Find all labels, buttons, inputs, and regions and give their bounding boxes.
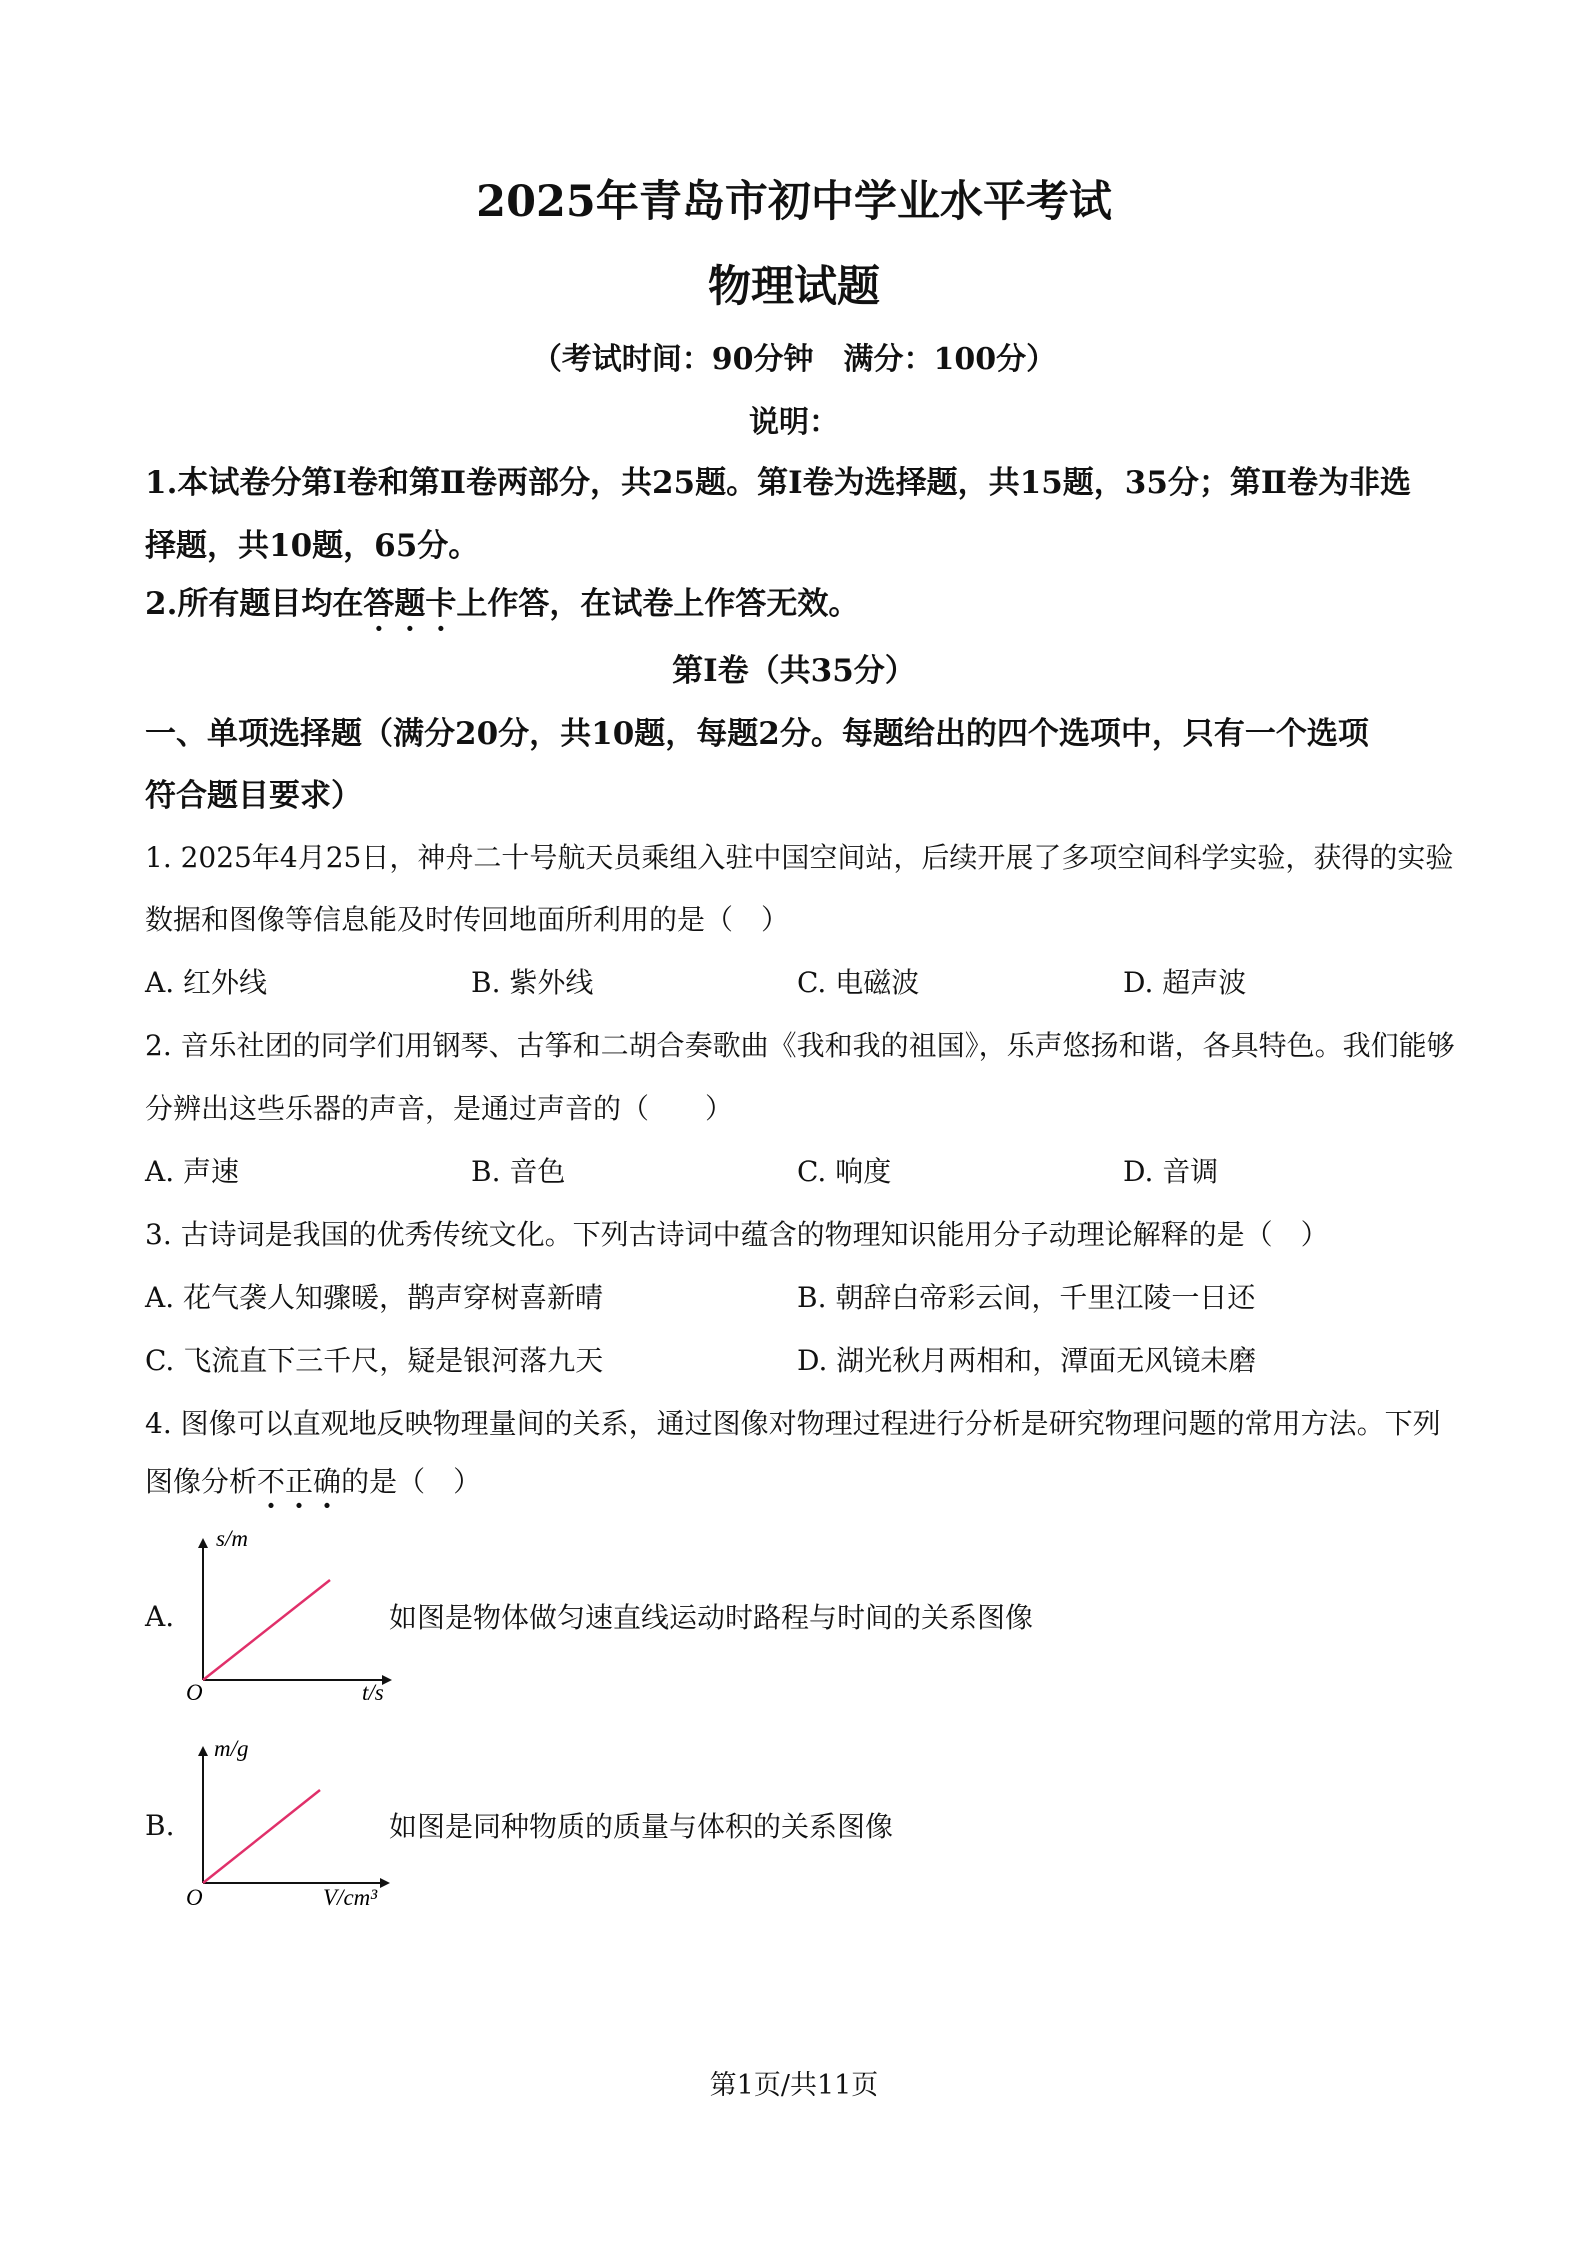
section-heading-line-1: 一、单项选择题（满分20分，共10题，每题2分。每题给出的四个选项中，只有一个选项 (145, 716, 1369, 752)
question-4-line-2: 图像分析不正确的是（ ） (145, 1465, 482, 1498)
exam-title: 2025年青岛市初中学业水平考试 (476, 177, 1112, 227)
question-1-line-2: 数据和图像等信息能及时传回地面所利用的是（ ） (145, 903, 790, 936)
q4-option-b-letter: B. (145, 1809, 175, 1842)
question-3-line-1: 3. 古诗词是我国的优秀传统文化。下列古诗词中蕴含的物理知识能用分子动理论解释的是（ ） (145, 1218, 1329, 1251)
q2-option-a: A. 声速 (145, 1155, 240, 1188)
q1-option-b: B. 紫外线 (471, 966, 594, 999)
section-heading-line-2: 符合题目要求） (145, 778, 362, 814)
q1-option-d: D. 超声波 (1123, 966, 1247, 999)
instruction-line-2: 择题，共10题，65分。 (145, 528, 480, 564)
instruction-line-1: 1.本试卷分第Ⅰ卷和第Ⅱ卷两部分，共25题。第Ⅰ卷为选择题，共15题，35分；第Ⅱ卷为非选 (145, 465, 1412, 501)
question-2-line-2: 分辨出这些乐器的声音，是通过声音的（ ） (145, 1092, 734, 1125)
q4-option-b-graph (180, 1730, 410, 1915)
subject-title: 物理试题 (708, 262, 880, 312)
q3-option-a: A. 花气袭人知骤暖，鹊声穿树喜新晴 (145, 1281, 604, 1314)
question-4-line-1: 4. 图像可以直观地反映物理量间的关系，通过图像对物理过程进行分析是研究物理问题的常用方法。下列 (145, 1407, 1441, 1440)
distance-time-line (203, 1580, 330, 1680)
q4-option-a-graph (180, 1520, 410, 1700)
q4-option-a-letter: A. (145, 1600, 175, 1633)
origin-label: O (186, 1680, 203, 1700)
q1-option-c: C. 电磁波 (797, 966, 920, 999)
y-axis-arrow (198, 1538, 208, 1548)
page-number: 第1页/共11页 (709, 2070, 879, 2101)
q2-option-b: B. 音色 (471, 1155, 566, 1188)
y-axis-arrow (198, 1746, 208, 1756)
q2-option-d: D. 音调 (1123, 1155, 1219, 1188)
q3-option-d: D. 湖光秋月两相和，潭面无风镜未磨 (797, 1344, 1257, 1377)
instruction-line-3: 2.所有题目均在答题卡上作答，在试卷上作答无效。 (145, 586, 860, 622)
y-axis-label: s/m (216, 1526, 248, 1551)
q4-option-a-text: 如图是物体做匀速直线运动时路程与时间的关系图像 (389, 1601, 1034, 1634)
mass-volume-line (203, 1790, 320, 1883)
q3-option-b: B. 朝辞白帝彩云间，千里江陵一日还 (797, 1281, 1256, 1314)
x-axis-label: V/cm³ (323, 1885, 378, 1910)
origin-label: O (186, 1885, 203, 1910)
exam-meta: （考试时间：90分钟 满分：100分） (531, 342, 1057, 377)
question-1-line-1: 1. 2025年4月25日，神舟二十号航天员乘组入驻中国空间站，后续开展了多项空间科学实验，获得的实验 (145, 841, 1454, 874)
x-axis-label: t/s (362, 1680, 384, 1700)
x-axis-arrow (380, 1878, 390, 1888)
q1-option-a: A. 红外线 (145, 966, 268, 999)
q2-option-c: C. 响度 (797, 1155, 892, 1188)
q3-option-c: C. 飞流直下三千尺，疑是银河落九天 (145, 1344, 604, 1377)
y-axis-label: m/g (214, 1736, 249, 1761)
q4-option-b-text: 如图是同种物质的质量与体积的关系图像 (389, 1810, 894, 1843)
part1-heading: 第Ⅰ卷（共35分） (672, 653, 916, 689)
note-heading: 说明： (749, 405, 839, 440)
question-2-line-1: 2. 音乐社团的同学们用钢琴、古筝和二胡合奏歌曲《我和我的祖国》，乐声悠扬和谐，各具特色。我们能够 (145, 1029, 1455, 1062)
